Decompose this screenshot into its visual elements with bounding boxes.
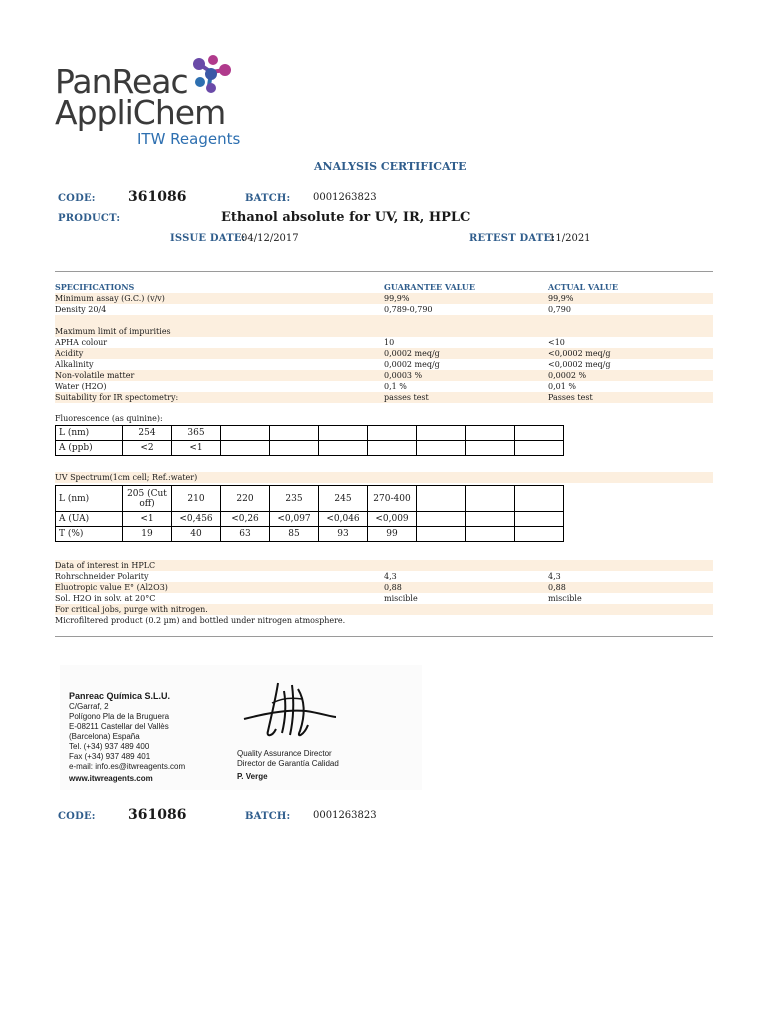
table-cell: 365	[172, 426, 221, 441]
batch-value: 0001263823	[313, 192, 377, 203]
table-cell: <1	[123, 512, 172, 527]
hplc-name: Rohrschneider Polarity	[55, 572, 149, 581]
spec-guarantee: 0,0002 meq/g	[384, 360, 440, 369]
table-cell	[270, 426, 319, 441]
spec-guarantee: 0,0002 meq/g	[384, 349, 440, 358]
spec-actual: Passes test	[548, 393, 593, 402]
table-cell	[319, 441, 368, 456]
table-cell: T (%)	[56, 527, 123, 542]
hplc-name: Eluotropic value E° (Al2O3)	[55, 583, 168, 592]
fluorescence-title-row	[55, 413, 713, 424]
guarantee-header: GUARANTEE VALUE	[384, 282, 475, 292]
hplc-row	[55, 571, 713, 582]
table-row	[56, 512, 564, 527]
hplc-name: Microfiltered product (0.2 µm) and bottled under nitrogen atmosphere.	[55, 616, 346, 625]
spec-row	[55, 293, 713, 304]
table-cell: 205 (Cut off)	[123, 486, 172, 512]
spec-actual: 0,0002 %	[548, 371, 587, 380]
spec-name: Water (H2O)	[55, 382, 107, 391]
hplc-actual: 0,88	[548, 583, 566, 592]
table-cell: L (nm)	[56, 426, 123, 441]
spec-name: Maximum limit of impurities	[55, 327, 171, 336]
fluorescence-table	[55, 425, 564, 456]
table-cell	[417, 441, 466, 456]
table-cell: <1	[172, 441, 221, 456]
hplc-guarantee: 4,3	[384, 572, 397, 581]
company-email: e-mail: info.es@itwreagents.com	[69, 762, 186, 771]
table-cell: L (nm)	[56, 486, 123, 512]
table-cell	[515, 512, 564, 527]
hplc-actual: 4,3	[548, 572, 561, 581]
footer-batch-label: BATCH:	[245, 811, 291, 822]
table-cell: 254	[123, 426, 172, 441]
table-cell	[515, 426, 564, 441]
spec-actual: <0,0002 meq/g	[548, 349, 611, 358]
table-cell	[368, 426, 417, 441]
table-cell	[270, 441, 319, 456]
spec-guarantee: 10	[384, 338, 395, 347]
table-cell: 40	[172, 527, 221, 542]
spec-row	[55, 315, 713, 326]
hplc-row	[55, 582, 713, 593]
table-cell: 85	[270, 527, 319, 542]
hplc-name: Sol. H2O in solv. at 20°C	[55, 594, 156, 603]
product-label: PRODUCT:	[58, 213, 121, 224]
spec-guarantee: 0,789-0,790	[384, 305, 433, 314]
table-row	[56, 486, 564, 512]
code-label: CODE:	[58, 193, 96, 204]
table-cell: <0,097	[270, 512, 319, 527]
company-address-line: E-08211 Castellar del Vallès	[69, 722, 169, 731]
table-cell: 270-400	[368, 486, 417, 512]
table-cell: <0,009	[368, 512, 417, 527]
company-address-line: (Barcelona) España	[69, 732, 140, 741]
table-cell: A (ppb)	[56, 441, 123, 456]
spec-header: SPECIFICATIONS	[55, 282, 135, 292]
document-title: ANALYSIS CERTIFICATE	[314, 160, 467, 173]
table-cell: 63	[221, 527, 270, 542]
divider-top	[55, 271, 713, 272]
table-cell: 220	[221, 486, 270, 512]
signature-panel	[60, 665, 422, 790]
spec-actual: <0,0002 meq/g	[548, 360, 611, 369]
table-cell	[466, 512, 515, 527]
table-cell	[417, 512, 466, 527]
table-cell	[466, 426, 515, 441]
spec-row	[55, 392, 713, 403]
uv-title-row	[55, 472, 713, 483]
table-cell: <0,456	[172, 512, 221, 527]
spec-actual: <10	[548, 338, 565, 347]
table-cell: <2	[123, 441, 172, 456]
retest-date-label: RETEST DATE:	[469, 233, 556, 244]
uv-table	[55, 485, 564, 542]
spec-guarantee: passes test	[384, 393, 429, 402]
spec-name: Non-volatile matter	[55, 371, 135, 380]
table-cell: 93	[319, 527, 368, 542]
code-value: 361086	[128, 189, 187, 205]
table-cell: 210	[172, 486, 221, 512]
batch-label: BATCH:	[245, 193, 291, 204]
spec-name: Suitability for IR spectometry:	[55, 393, 179, 402]
signatory-role-es: Director de Garantía Calidad	[237, 759, 339, 768]
spec-row	[55, 337, 713, 348]
hplc-guarantee: 0,88	[384, 583, 402, 592]
table-cell	[417, 426, 466, 441]
spec-row	[55, 326, 713, 337]
footer-code-value: 361086	[128, 807, 187, 823]
spec-row	[55, 359, 713, 370]
spec-name: Minimum assay (G.C.) (v/v)	[55, 294, 165, 303]
table-cell	[515, 527, 564, 542]
uv-title: UV Spectrum(1cm cell; Ref.:water)	[55, 473, 198, 482]
footer-code-label: CODE:	[58, 811, 96, 822]
logo-line1: PanReac	[55, 62, 188, 101]
spec-row	[55, 348, 713, 359]
logo-line2: AppliChem	[55, 93, 226, 132]
table-cell	[368, 441, 417, 456]
table-cell	[515, 441, 564, 456]
spec-row	[55, 381, 713, 392]
spec-actual: 0,790	[548, 305, 571, 314]
company-name: Panreac Química S.L.U.	[69, 691, 171, 701]
table-row	[56, 527, 564, 542]
hplc-row	[55, 615, 713, 626]
table-cell	[417, 527, 466, 542]
signatory-role-en: Quality Assurance Director	[237, 749, 332, 758]
spec-name: Density 20/4	[55, 305, 107, 314]
spec-header-row	[55, 282, 713, 293]
company-logo	[55, 52, 255, 152]
spec-name: Alkalinity	[55, 360, 94, 369]
retest-date-value: 11/2021	[549, 233, 591, 244]
spec-guarantee: 99,9%	[384, 294, 410, 303]
issue-date-value: 04/12/2017	[241, 233, 299, 244]
molecule-icon	[187, 52, 237, 102]
hplc-row	[55, 593, 713, 604]
spec-guarantee: 0,0003 %	[384, 371, 423, 380]
issue-date-label: ISSUE DATE:	[170, 233, 246, 244]
table-cell	[466, 527, 515, 542]
table-cell	[515, 486, 564, 512]
table-cell: 99	[368, 527, 417, 542]
company-address-line: Polígono Pla de la Bruguera	[69, 712, 170, 721]
table-cell	[466, 486, 515, 512]
table-cell: <0,046	[319, 512, 368, 527]
table-row	[56, 426, 564, 441]
logo-sub: ITW Reagents	[137, 130, 241, 148]
hplc-name: Data of interest in HPLC	[55, 561, 156, 570]
spec-name: Acidity	[55, 349, 84, 358]
spec-row	[55, 370, 713, 381]
spec-actual: 0,01 %	[548, 382, 576, 391]
table-cell	[221, 426, 270, 441]
spec-guarantee: 0,1 %	[384, 382, 407, 391]
table-cell: 19	[123, 527, 172, 542]
hplc-row	[55, 560, 713, 571]
table-cell	[221, 441, 270, 456]
company-address-line: C/Garraf, 2	[69, 702, 109, 711]
divider-bottom	[55, 636, 713, 637]
table-cell: 245	[319, 486, 368, 512]
handwritten-signature	[232, 673, 342, 743]
product-value: Ethanol absolute for UV, IR, HPLC	[221, 210, 471, 225]
spec-row	[55, 304, 713, 315]
hplc-name: For critical jobs, purge with nitrogen.	[55, 605, 208, 614]
actual-header: ACTUAL VALUE	[548, 282, 618, 292]
table-cell: <0,26	[221, 512, 270, 527]
fluorescence-title: Fluorescence (as quinine):	[55, 414, 163, 423]
table-cell: A (UA)	[56, 512, 123, 527]
hplc-actual: miscible	[548, 594, 582, 603]
table-cell	[417, 486, 466, 512]
table-cell	[466, 441, 515, 456]
signatory-name: P. Verge	[237, 772, 268, 781]
company-phone: Tel. (+34) 937 489 400	[69, 742, 150, 751]
table-cell: 235	[270, 486, 319, 512]
spec-name: APHA colour	[55, 338, 108, 347]
spec-actual: 99,9%	[548, 294, 574, 303]
table-cell	[319, 426, 368, 441]
company-fax: Fax (+34) 937 489 401	[69, 752, 151, 761]
company-website: www.itwreagents.com	[69, 774, 153, 783]
hplc-guarantee: miscible	[384, 594, 418, 603]
table-row	[56, 441, 564, 456]
footer-batch-value: 0001263823	[313, 810, 377, 821]
hplc-row	[55, 604, 713, 615]
